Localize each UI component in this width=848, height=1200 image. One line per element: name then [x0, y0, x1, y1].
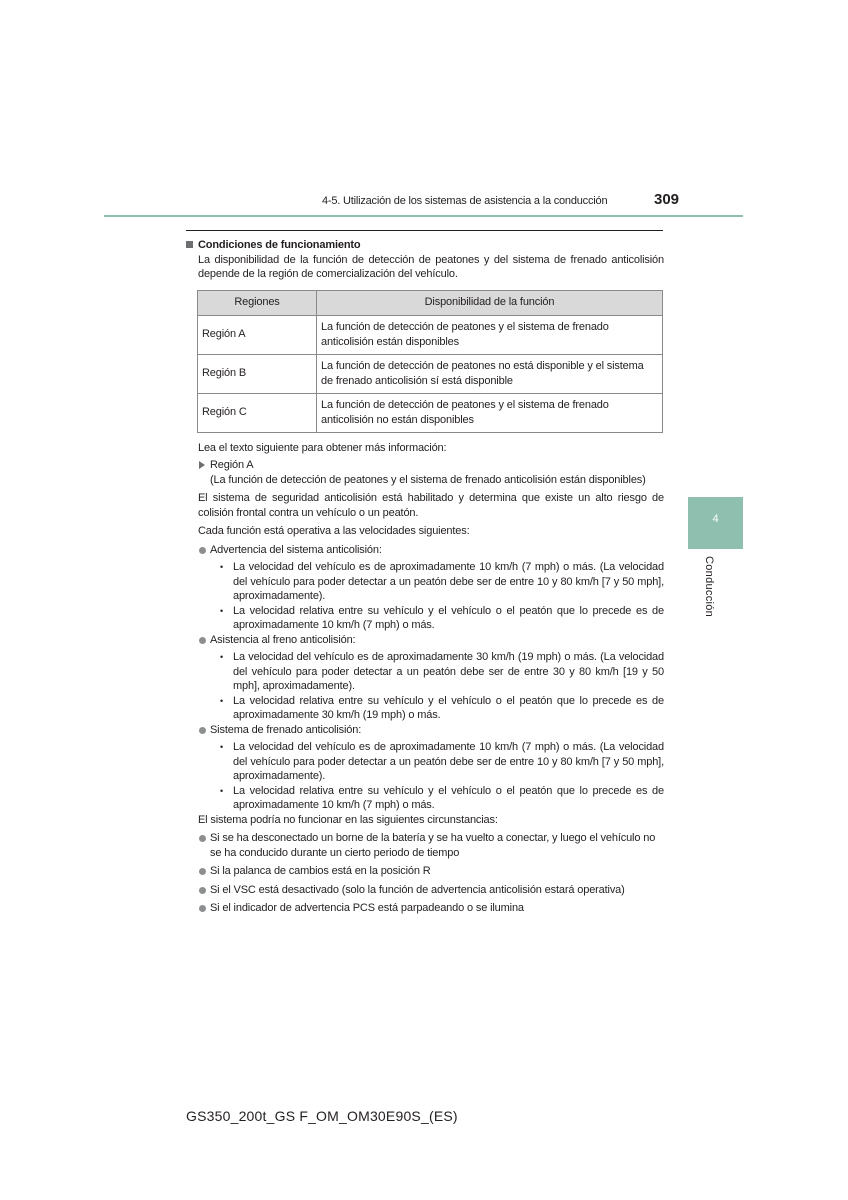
chapter-number: 4 [712, 513, 719, 525]
function-condition: • La velocidad del vehículo es de aproximadamente 10 km/h (7 mph) o más. (La velocidad del vehículo para poder detectar a un peatón debe ser de entre 10 y 80 km/h [7 y 50 mph], aproximadamente). [198, 560, 664, 604]
list-item: Si el VSC está desactivado (solo la función de advertencia anticolisión estará operativa) [198, 883, 664, 898]
chapter-label: Conducción [703, 556, 715, 618]
function-title: Advertencia del sistema anticolisión: [198, 543, 664, 558]
table-cell-region: Región B [198, 354, 317, 393]
section-rule [186, 230, 663, 231]
page-header-title: 4-5. Utilización de los sistemas de asistencia a la conducción [322, 195, 608, 207]
table-row [198, 315, 663, 354]
table-cell-availability: La función de detección de peatones y el sistema de frenado anticolisión no están disponibles [317, 393, 663, 432]
table-cell-region: Región A [198, 315, 317, 354]
region-a-heading [198, 458, 664, 473]
page-number: 309 [654, 191, 680, 208]
section-heading [186, 238, 664, 253]
system-enabled-text: El sistema de seguridad anticolisión está habilitado y determina que existe un alto riesgo de colisión frontal contra un vehículo o un peatón. [198, 492, 664, 519]
header-rule [104, 215, 743, 217]
speeds-intro-text: Cada función está operativa a las velocidades siguientes: [198, 525, 470, 537]
function-condition: • La velocidad relativa entre su vehículo y el vehículo o el peatón que lo precede es de aproximadamente 10 km/h (7 mph) o más. [198, 784, 664, 813]
section-heading-text: Condiciones de funcionamiento [198, 239, 361, 251]
table-cell-region: Región C [198, 393, 317, 432]
table-header-row [198, 290, 663, 315]
function-group [198, 633, 664, 723]
function-group [198, 543, 664, 633]
function-condition: • La velocidad del vehículo es de aproximadamente 10 km/h (7 mph) o más. (La velocidad del vehículo para poder detectar a un peatón debe ser de entre 10 y 80 km/h [7 y 50 mph], aproximadamente). [198, 740, 664, 784]
function-condition: • La velocidad del vehículo es de aproximadamente 30 km/h (19 mph) o más. (La velocidad del vehículo para poder detectar a un peatón debe ser de entre 30 y 80 km/h [19 y 50 mph], aproximadamente). [198, 650, 664, 694]
table-header-regions: Regiones [198, 290, 317, 315]
square-bullet-icon [186, 241, 193, 248]
not-working-intro: El sistema podría no funcionar en las siguientes circunstancias: [198, 813, 498, 826]
document-code: GS350_200t_GS F_OM_OM30E90S_(ES) [186, 1108, 458, 1124]
table-row [198, 393, 663, 432]
table-row [198, 354, 663, 393]
conditions-list [198, 831, 664, 916]
regions-table [197, 290, 663, 433]
function-group [198, 723, 664, 813]
region-a-title: Región A [210, 459, 254, 471]
function-title: Sistema de frenado anticolisión: [198, 723, 664, 738]
main-content [186, 238, 664, 916]
section-intro: La disponibilidad de la función de detección de peatones y del sistema de frenado anticolisión depende de la región de comercialización del vehículo. [198, 253, 664, 280]
function-condition: • La velocidad relativa entre su vehículo y el vehículo o el peatón que lo precede es de aproximadamente 10 km/h (7 mph) o más. [198, 604, 664, 633]
function-title: Asistencia al freno anticolisión: [198, 633, 664, 648]
list-item: Si se ha desconectado un borne de la batería y se ha vuelto a conectar, y luego el vehículo no se ha conducido durante un cierto periodo de tiempo [198, 831, 664, 860]
table-cell-availability: La función de detección de peatones y el sistema de frenado anticolisión están disponibles [317, 315, 663, 354]
chapter-tab [688, 497, 743, 549]
function-condition: • La velocidad relativa entre su vehículo y el vehículo o el peatón que lo precede es de aproximadamente 30 km/h (19 mph) o más. [198, 694, 664, 723]
list-item: Si la palanca de cambios está en la posición R [198, 864, 664, 879]
more-info-text: Lea el texto siguiente para obtener más información: [198, 441, 447, 454]
region-a-description: (La función de detección de peatones y el sistema de frenado anticolisión están disponibles) [210, 473, 646, 486]
table-header-availability: Disponibilidad de la función [317, 290, 663, 315]
list-item: Si el indicador de advertencia PCS está parpadeando o se ilumina [198, 901, 664, 916]
table-cell-availability: La función de detección de peatones no está disponible y el sistema de frenado anticolisión sí está disponible [317, 354, 663, 393]
